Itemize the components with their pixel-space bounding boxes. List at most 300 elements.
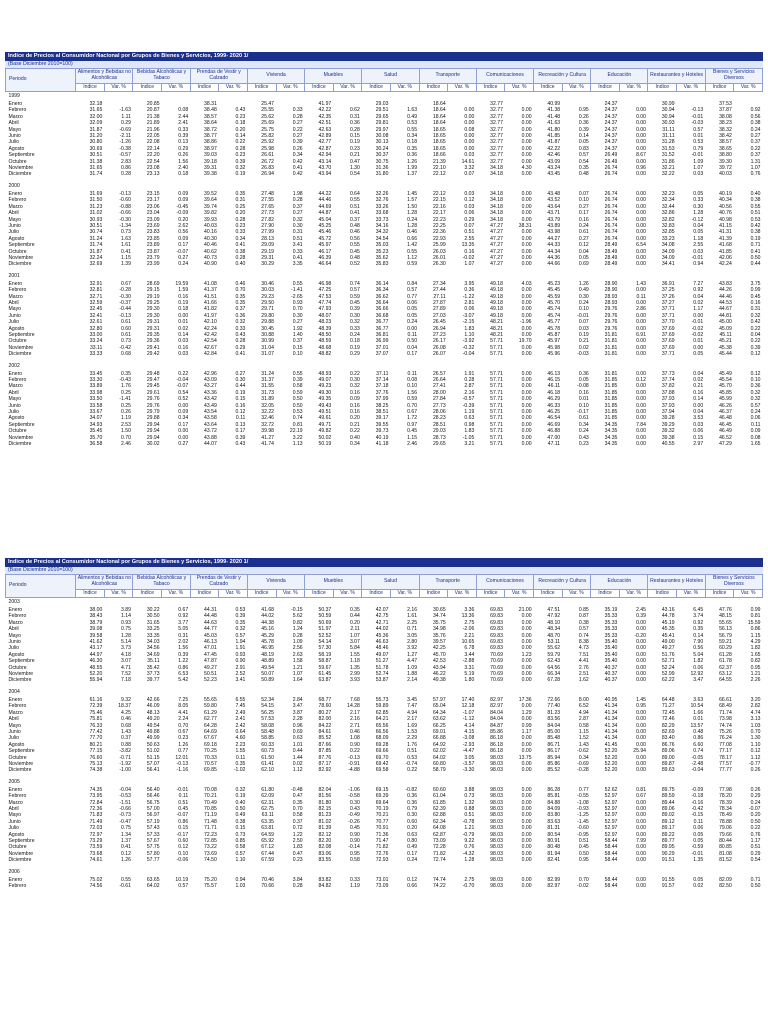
index-value-cell: 50.89 [261, 677, 274, 684]
percent-change-cell: 0.05 [693, 876, 704, 883]
percent-change-cell: 0.61 [578, 415, 589, 422]
percent-change-cell: 2.52 [235, 671, 246, 678]
percent-change-cell: -0.01 [176, 786, 189, 793]
month-label: Enero [8, 280, 23, 287]
percent-change-cell: 0.87 [578, 613, 589, 620]
percent-change-cell: 0.46 [349, 229, 360, 236]
percent-change-cell: -1.45 [577, 818, 589, 825]
percent-change-cell: -3.57 [462, 760, 475, 767]
percent-change-cell: 0.00 [178, 312, 189, 319]
month-label: Julio [8, 139, 19, 146]
percent-change-cell: -1.08 [577, 799, 589, 806]
percent-change-cell: 9.22 [464, 838, 475, 844]
index-value-cell: 47.27 [490, 248, 503, 255]
percent-change-cell: 6.55 [235, 696, 246, 703]
index-value-cell: 35.23 [375, 248, 389, 255]
percent-change-cell: 1.56 [407, 389, 418, 396]
column-header-change: Var. % [104, 84, 133, 92]
percent-change-cell: -0.02 [577, 883, 589, 890]
index-value-cell: 72.74 [432, 857, 446, 864]
column-header-change: Var. % [390, 84, 419, 92]
percent-change-cell: 0.14 [178, 332, 189, 338]
index-value-cell: 74.74 [432, 876, 446, 883]
percent-change-cell: 0.00 [464, 139, 475, 146]
index-value-cell: 38.48 [204, 107, 217, 114]
index-value-cell: 45.16 [261, 626, 274, 633]
percent-change-cell: 0.07 [464, 171, 475, 178]
percent-change-cell: 0.00 [521, 396, 532, 403]
percent-change-cell: 0.39 [235, 434, 246, 441]
index-value-cell: 30.99 [661, 101, 675, 107]
index-value-cell: 43.36 [204, 389, 217, 396]
percent-change-cell: 0.51 [464, 229, 475, 236]
percent-change-cell: 0.26 [121, 409, 131, 416]
year-row [6, 778, 763, 787]
index-value-cell: 58.44 [604, 850, 618, 857]
index-value-cell: 45.36 [375, 632, 389, 639]
index-value-cell: 57.71 [490, 370, 503, 377]
month-label: Noviembre [8, 344, 34, 351]
index-value-cell: 82.20 [318, 838, 332, 844]
index-value-cell: 41.97 [204, 312, 217, 319]
month-label: Agosto [8, 415, 25, 422]
percent-change-cell: 1.19 [464, 409, 475, 416]
percent-change-cell: 1.09 [693, 158, 704, 165]
index-value-cell: 59.79 [547, 651, 561, 658]
index-value-cell: 32.44 [661, 203, 675, 210]
index-value-cell: 32.72 [261, 421, 274, 428]
percent-change-cell: 0.95 [636, 703, 646, 710]
percent-change-cell: 0.95 [349, 850, 360, 857]
percent-change-cell: 0.41 [349, 210, 360, 217]
index-value-cell: 73.09 [432, 838, 446, 844]
percent-change-cell: 0.16 [235, 402, 246, 409]
index-value-cell: 58.44 [604, 883, 618, 890]
percent-change-cell: -3.07 [462, 312, 475, 319]
percent-change-cell: 0.39 [235, 158, 246, 165]
index-value-cell: 39.30 [719, 158, 732, 165]
index-value-cell: 72.66 [547, 696, 561, 703]
percent-change-cell: -0.74 [405, 760, 418, 767]
index-value-cell: 64.92 [432, 741, 446, 748]
percent-change-cell: 2.87 [464, 383, 475, 390]
percent-change-cell: 0.35 [349, 607, 360, 613]
percent-change-cell: 0.14 [578, 133, 589, 140]
column-header-group: Muebles [305, 69, 362, 84]
percent-change-cell: 0.00 [521, 139, 532, 146]
percent-change-cell: 0.11 [235, 415, 246, 422]
index-value-cell: 57.43 [146, 825, 160, 832]
percent-change-cell: -0.02 [691, 325, 704, 332]
percent-change-cell: 0.12 [121, 850, 131, 857]
index-value-cell: 24.37 [604, 101, 618, 107]
month-label: Noviembre [8, 760, 34, 767]
percent-change-cell: 0.85 [235, 838, 246, 844]
percent-change-cell: 0.73 [121, 338, 131, 345]
index-value-cell: 34.35 [604, 441, 618, 448]
index-value-cell: 38.25 [375, 402, 389, 409]
percent-change-cell: 1.28 [407, 210, 418, 217]
percent-change-cell: 0.16 [178, 293, 189, 300]
percent-change-cell: 0.74 [693, 748, 704, 755]
percent-change-cell: 1.45 [407, 190, 418, 197]
index-value-cell: 27.44 [432, 287, 446, 294]
index-value-cell: 77.08 [719, 741, 732, 748]
percent-change-cell: -0.60 [119, 197, 131, 204]
index-value-cell: 44.07 [204, 441, 217, 448]
percent-change-cell: 0.93 [292, 299, 303, 306]
percent-change-cell: 0.63 [292, 735, 303, 742]
column-header-change: Var. % [734, 84, 763, 92]
index-value-cell: 31.02 [89, 210, 103, 217]
index-value-cell: 64.34 [432, 709, 446, 716]
index-value-cell: 83.06 [318, 850, 332, 857]
percent-change-cell: 0.00 [636, 799, 646, 806]
index-value-cell: 38.86 [204, 139, 217, 146]
index-value-cell: 34.41 [661, 261, 675, 268]
index-value-cell: 89.59 [661, 793, 675, 800]
index-value-cell: 82.97 [490, 703, 503, 710]
index-value-cell: 57.71 [490, 415, 503, 422]
index-value-cell: 49.30 [318, 389, 332, 396]
percent-change-cell: 2.51 [578, 671, 589, 678]
percent-change-cell: 0.03 [693, 421, 704, 428]
index-value-cell: 38.23 [719, 120, 732, 127]
index-value-cell: 77.42 [89, 728, 103, 735]
index-value-cell: 43.88 [204, 434, 217, 441]
percent-change-cell: 0.49 [235, 812, 246, 819]
index-value-cell: 58.79 [432, 767, 446, 774]
percent-change-cell: 0.00 [636, 735, 646, 742]
percent-change-cell: 0.37 [292, 203, 303, 210]
index-value-cell: 56.40 [146, 786, 160, 793]
percent-change-cell: 1.55 [349, 651, 360, 658]
percent-change-cell: 2.80 [407, 639, 418, 646]
index-value-cell: 30.22 [146, 607, 160, 613]
index-value-cell: 31.28 [661, 139, 675, 146]
index-value-cell: 47.25 [318, 287, 332, 294]
index-value-cell: 31.74 [89, 171, 103, 178]
index-value-cell: 45.97 [547, 338, 561, 345]
percent-change-cell: 0.56 [349, 235, 360, 242]
percent-change-cell: 0.83 [578, 145, 589, 152]
column-header-group: Transporte [419, 575, 476, 590]
index-value-cell: 46.98 [318, 280, 332, 287]
index-value-cell: 44.48 [204, 613, 217, 620]
percent-change-cell: 0.51 [292, 235, 303, 242]
index-value-cell: 50.07 [261, 671, 274, 678]
index-value-cell: 71.82 [432, 850, 446, 857]
percent-change-cell: 0.16 [750, 299, 761, 306]
index-value-cell: 77.77 [719, 767, 732, 774]
index-value-cell: 31.73 [261, 389, 274, 396]
index-value-cell: 28.51 [432, 421, 446, 428]
percent-change-cell: 0.00 [521, 248, 532, 255]
index-value-cell: 32.46 [261, 415, 274, 422]
percent-change-cell: 8.38 [578, 639, 589, 646]
percent-change-cell: 0.20 [349, 415, 360, 422]
index-value-cell: 39.18 [204, 158, 217, 165]
index-value-cell: 50.19 [318, 441, 332, 448]
index-value-cell: 74.74 [719, 722, 732, 729]
percent-change-cell: 0.58 [235, 844, 246, 851]
percent-change-cell: 0.00 [521, 370, 532, 377]
percent-change-cell: -1.12 [462, 716, 475, 723]
index-value-cell: 41.39 [719, 235, 732, 242]
index-value-cell: 62.43 [547, 658, 561, 665]
index-value-cell: 79.06 [719, 825, 732, 832]
index-value-cell: 57.53 [261, 716, 274, 723]
index-value-cell: 85.48 [547, 735, 561, 742]
percent-change-cell: 1.76 [121, 383, 131, 390]
index-value-cell: 57.71 [490, 344, 503, 351]
index-value-cell: 32.77 [490, 101, 503, 107]
index-value-cell: 57.71 [490, 351, 503, 358]
percent-change-cell: -0.16 [691, 799, 704, 806]
percent-change-cell: 1.07 [750, 165, 761, 172]
percent-change-cell: 0.32 [235, 626, 246, 633]
index-value-cell: 36.64 [375, 299, 389, 306]
index-value-cell: 20.85 [146, 101, 160, 107]
index-value-cell: 85.52 [318, 735, 332, 742]
percent-change-cell: 0.71 [750, 242, 761, 249]
index-value-cell: 57.71 [490, 409, 503, 416]
percent-change-cell: 0.63 [407, 831, 418, 838]
year-label: 2001 [8, 272, 20, 279]
index-value-cell: 45.78 [261, 639, 274, 646]
percent-change-cell: 0.96 [636, 165, 646, 172]
index-value-cell: 67.59 [261, 857, 274, 864]
index-value-cell: 41.62 [89, 639, 103, 646]
index-value-cell: 29.71 [261, 306, 274, 313]
index-value-cell: 35.33 [604, 613, 618, 620]
percent-change-cell: 0.44 [750, 261, 761, 268]
index-value-cell: 89.12 [661, 818, 675, 825]
index-value-cell: 35.76 [432, 632, 446, 639]
percent-change-cell: 0.92 [693, 619, 704, 626]
percent-change-cell: 0.27 [292, 210, 303, 217]
percent-change-cell: 2.81 [464, 299, 475, 306]
percent-change-cell: 0.15 [235, 825, 246, 832]
index-value-cell: 75.20 [204, 876, 217, 883]
percent-change-cell: 0.00 [636, 850, 646, 857]
percent-change-cell: 1.50 [121, 428, 131, 435]
percent-change-cell: 0.74 [349, 280, 360, 287]
percent-change-cell: 0.36 [407, 152, 418, 159]
percent-change-cell: 0.51 [349, 203, 360, 210]
index-value-cell: 45.99 [719, 396, 732, 403]
index-value-cell: 29.65 [432, 441, 446, 448]
index-value-cell: 31.53 [661, 145, 675, 152]
percent-change-cell: 0.94 [693, 261, 704, 268]
index-value-cell: 37.93 [661, 396, 675, 403]
index-value-cell: 33.26 [375, 203, 389, 210]
index-value-cell: 69.28 [375, 741, 389, 748]
percent-change-cell: 0.73 [121, 229, 131, 236]
percent-change-cell: 0.38 [235, 818, 246, 825]
percent-change-cell: 0.81 [292, 421, 303, 428]
percent-change-cell: 0.38 [750, 229, 761, 236]
index-value-cell: 38.31 [204, 101, 217, 107]
index-value-cell: 32.05 [261, 402, 274, 409]
index-value-cell: 44.53 [719, 299, 732, 306]
index-value-cell: 69.42 [375, 760, 389, 767]
percent-change-cell: 0.18 [349, 338, 360, 345]
percent-change-cell: 10.19 [175, 876, 189, 883]
percent-change-cell: 0.24 [407, 319, 418, 326]
percent-change-cell: 0.00 [636, 344, 646, 351]
index-value-cell: 29.94 [146, 434, 160, 441]
month-label: Septiembre [8, 658, 35, 665]
percent-change-cell: 7.99 [636, 838, 646, 844]
month-label: Abril [8, 626, 19, 633]
percent-change-cell: 0.28 [292, 883, 303, 890]
percent-change-cell: -0.07 [748, 805, 761, 812]
percent-change-cell: -1.07 [462, 709, 475, 716]
percent-change-cell: 0.16 [464, 248, 475, 255]
percent-change-cell: 0.16 [349, 402, 360, 409]
index-value-cell: 42.07 [375, 607, 389, 613]
month-label: Mayo [8, 306, 21, 313]
index-value-cell: 26.74 [604, 203, 618, 210]
percent-change-cell: 0.33 [292, 248, 303, 255]
month-label: Marzo [8, 799, 23, 806]
index-value-cell: 29.30 [146, 306, 160, 313]
index-value-cell: 31.36 [375, 165, 389, 172]
percent-change-cell: 2.14 [407, 677, 418, 684]
index-value-cell: 18.65 [432, 139, 446, 146]
percent-change-cell: 3.05 [407, 632, 418, 639]
index-value-cell: 41.66 [204, 299, 217, 306]
percent-change-cell: 4.47 [407, 658, 418, 665]
index-value-cell: 62.88 [432, 812, 446, 819]
percent-change-cell: 1.37 [407, 171, 418, 178]
index-value-cell: 64.28 [204, 722, 217, 729]
percent-change-cell: 1.28 [464, 857, 475, 864]
index-value-cell: 63.11 [261, 812, 274, 819]
index-value-cell: 76.24 [719, 735, 732, 742]
percent-change-cell: 2.40 [178, 165, 189, 172]
index-value-cell: 48.13 [146, 709, 160, 716]
percent-change-cell: -0.32 [462, 344, 475, 351]
index-value-cell: 32.77 [490, 133, 503, 140]
month-label: Abril [8, 805, 19, 812]
index-value-cell: 44.81 [719, 312, 732, 319]
column-header-change: Var. % [677, 590, 706, 598]
month-label: Febrero [8, 107, 27, 114]
percent-change-cell: 1.61 [121, 242, 131, 249]
percent-change-cell: -0.66 [119, 805, 131, 812]
percent-change-cell: 0.48 [349, 222, 360, 229]
index-value-cell: 40.19 [375, 434, 389, 441]
percent-change-cell: 0.00 [178, 428, 189, 435]
percent-change-cell: -0.43 [119, 377, 131, 384]
index-value-cell: 41.34 [604, 709, 618, 716]
percent-change-cell: 0.49 [407, 113, 418, 120]
percent-change-cell: 0.54 [178, 389, 189, 396]
percent-change-cell: 0.05 [578, 377, 589, 384]
index-value-cell: 57.71 [490, 396, 503, 403]
index-value-cell: 44.34 [547, 248, 561, 255]
percent-change-cell: 6.45 [693, 607, 704, 613]
percent-change-cell: 0.10 [178, 850, 189, 857]
index-value-cell: 51.02 [146, 748, 160, 755]
index-value-cell: 59.67 [318, 664, 332, 671]
percent-change-cell: 8.00 [578, 696, 589, 703]
percent-change-cell: 0.32 [750, 389, 761, 396]
index-value-cell: 38.08 [719, 113, 732, 120]
index-value-cell: 22.23 [432, 216, 446, 223]
percent-change-cell: 0.92 [750, 107, 761, 114]
table-page-1 [5, 52, 763, 448]
month-label: Diciembre [8, 677, 32, 684]
percent-change-cell: 0.00 [521, 210, 532, 217]
index-value-cell: 68.09 [375, 735, 389, 742]
percent-change-cell: 0.74 [292, 415, 303, 422]
percent-change-cell: 1.52 [578, 735, 589, 742]
percent-change-cell: -0.69 [119, 126, 131, 133]
index-value-cell: 45.70 [719, 383, 732, 390]
index-value-cell: 29.76 [604, 306, 618, 313]
percent-change-cell: 0.21 [349, 152, 360, 159]
index-value-cell: 60.33 [261, 741, 274, 748]
percent-change-cell: 0.45 [178, 805, 189, 812]
index-value-cell: 35.45 [89, 428, 103, 435]
index-value-cell: 29.94 [146, 421, 160, 428]
index-value-cell: 25.62 [261, 113, 274, 120]
percent-change-cell: 0.92 [178, 613, 189, 620]
percent-change-cell: 0.00 [636, 857, 646, 864]
index-value-cell: 49.82 [318, 428, 332, 435]
index-value-cell: 36.91 [661, 280, 675, 287]
index-value-cell: 57.67 [146, 838, 160, 844]
percent-change-cell: 0.48 [693, 728, 704, 735]
month-label: Abril [8, 210, 19, 217]
percent-change-cell: 9.32 [121, 696, 131, 703]
month-label: Mayo [8, 216, 21, 223]
percent-change-cell: 0.95 [750, 664, 761, 671]
index-value-cell: 29.35 [146, 332, 160, 338]
index-value-cell: 29.76 [604, 325, 618, 332]
percent-change-cell: 0.59 [349, 293, 360, 300]
percent-change-cell: 0.11 [636, 293, 646, 300]
index-value-cell: 26.94 [432, 325, 446, 332]
percent-change-cell: 0.17 [578, 210, 589, 217]
percent-change-cell: 1.23 [521, 651, 532, 658]
index-value-cell: 30.94 [661, 113, 675, 120]
percent-change-cell: 0.50 [750, 254, 761, 261]
column-header-change: Var. % [448, 84, 477, 92]
index-value-cell: 32.85 [661, 229, 675, 236]
index-value-cell: 37.01 [375, 344, 389, 351]
index-value-cell: 82.12 [318, 831, 332, 838]
index-value-cell: 62.10 [261, 767, 274, 774]
index-value-cell: 23.04 [146, 210, 160, 217]
percent-change-cell: 0.61 [578, 229, 589, 236]
index-value-cell: 69.39 [375, 793, 389, 800]
percent-change-cell: 0.39 [292, 139, 303, 146]
index-value-cell: 71.27 [661, 703, 675, 710]
percent-change-cell: 0.37 [292, 338, 303, 345]
column-header-index: Indice [705, 84, 734, 92]
index-value-cell: 23.69 [146, 222, 160, 229]
percent-change-cell: -0.71 [119, 754, 131, 761]
column-header-index: Indice [76, 84, 105, 92]
percent-change-cell: -2.88 [462, 658, 475, 665]
percent-change-cell: 1.07 [292, 671, 303, 678]
percent-change-cell: 0.79 [407, 805, 418, 812]
index-value-cell: 52.24 [661, 664, 675, 671]
